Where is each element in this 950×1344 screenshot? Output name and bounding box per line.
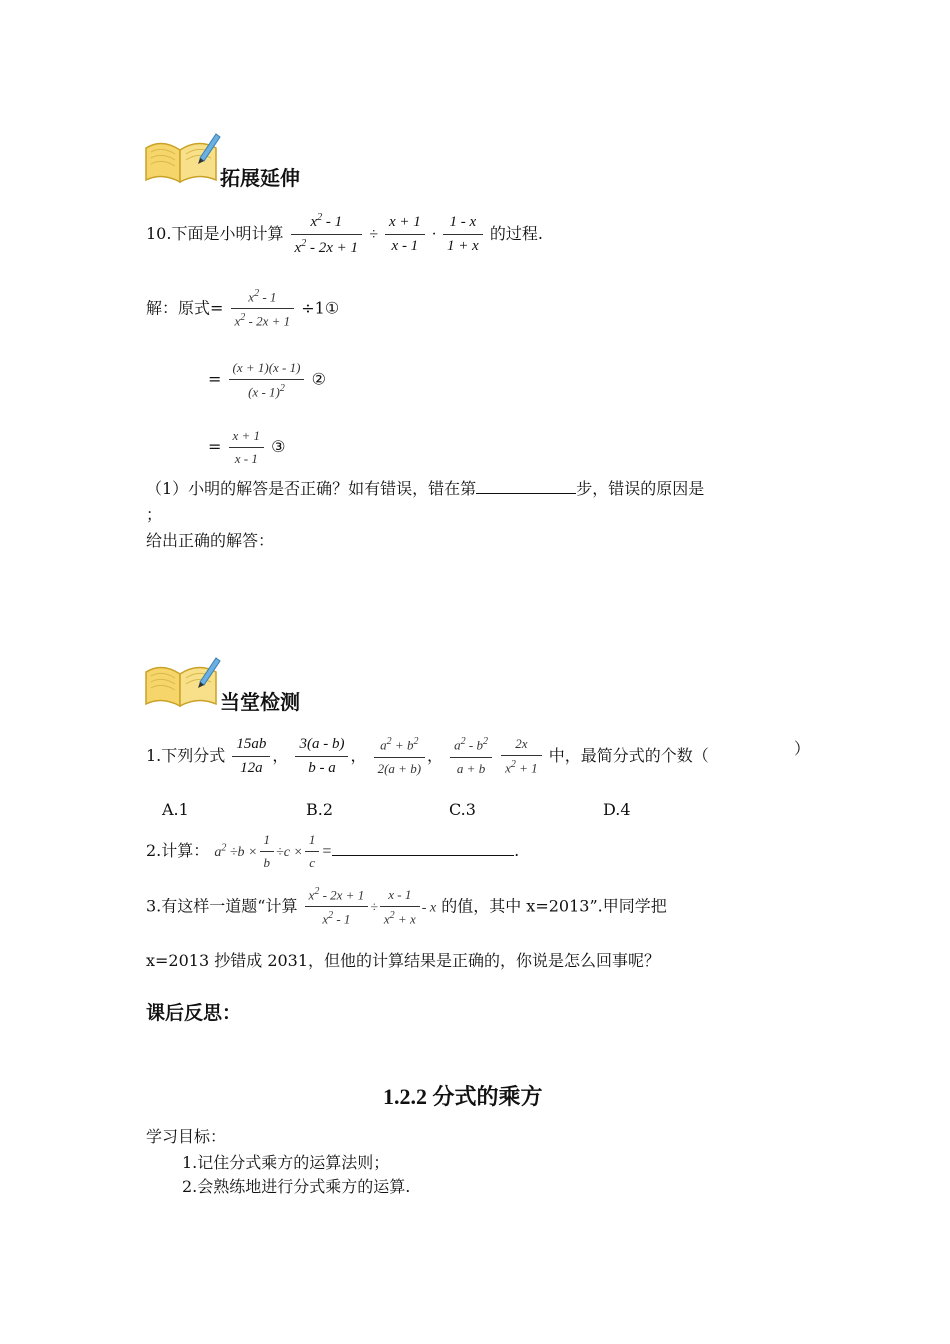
- reflection-heading: 课后反思：: [146, 1002, 242, 1024]
- q2-fraction-1: $\frac{1}{b}$: [260, 832, 275, 871]
- q10-prefix: 10.下面是小明计算: [146, 224, 284, 243]
- question-3-line-2: x=2013 抄错成 2031，但他的计算结果是正确的，你说是怎么回事呢？: [146, 951, 661, 970]
- solution-step-3: [208, 428, 285, 467]
- option-b[interactable]: B.2: [306, 800, 334, 819]
- goal-item-1: 1.记住分式乘方的运算法则；: [182, 1153, 390, 1172]
- q1-fraction-1: $\frac{15ab}{12a}$: [232, 736, 270, 777]
- solution-step-2: [208, 360, 326, 400]
- q2-prefix: 2.计算：: [146, 841, 210, 860]
- q1-prefix: 1.下列分式: [146, 746, 226, 765]
- step1-tail: ÷1①: [301, 298, 340, 318]
- goal-item-2: 2.会熟练地进行分式乘方的运算.: [182, 1177, 411, 1196]
- part-1-end: ；: [146, 505, 163, 524]
- solution-prefix: 解：原式=: [146, 298, 224, 318]
- question-3: 3.有这样一道题“计算 $\frac{x^2 - 2x + 1}{x^2 - 1}$ ÷ $\frac{x - 1}{x^2 + x}$ - x 的值，其中 x=2013”.甲同学把: [146, 886, 667, 927]
- part1-text-a: （1）小明的解答是否正确？如有错误，错在第: [146, 479, 477, 498]
- q1-suffix: 中，最简分式的个数（: [548, 746, 709, 765]
- equals-sign: =: [208, 369, 222, 389]
- step1-fraction: $\frac{x^2 - 1}{x^2 - 2x + 1}$: [231, 288, 295, 330]
- q1-close-paren: ）: [794, 739, 811, 758]
- q10-suffix: 的过程.: [489, 224, 543, 243]
- step2-mark: ②: [311, 369, 326, 389]
- question-1: [146, 736, 709, 777]
- q3-suffix: 的值，其中 x=2013”.甲同学把: [441, 896, 667, 916]
- lesson-title: 1.2.2 分式的乘方: [383, 1084, 543, 1109]
- q10-fraction-2: $\frac{x + 1}{x - 1}$: [385, 214, 425, 255]
- open-book-pen-icon: [142, 652, 222, 710]
- part1-text-b: 步，错误的原因是: [576, 479, 705, 498]
- q1-separator: ，: [427, 746, 444, 765]
- open-book-pen-icon: [142, 128, 222, 186]
- step2-fraction: $\frac{(x + 1)(x - 1)}{(x - 1)^2}$: [229, 360, 305, 400]
- step3-mark: ③: [271, 437, 286, 456]
- part-2-question: 给出正确的解答：: [146, 531, 275, 550]
- solution-step-1: [146, 288, 339, 330]
- q2-end: .: [514, 841, 520, 860]
- answer-blank-step[interactable]: [476, 493, 576, 494]
- q3-prefix: 3.有这样一道题“计算: [146, 896, 298, 916]
- part-1-question: [146, 476, 704, 499]
- step3-fraction: $\frac{x + 1}{x - 1}$: [229, 428, 265, 467]
- section-heading-extension: 拓展延伸: [220, 166, 300, 190]
- q10-fraction-3: $\frac{1 - x}{1 + x}$: [443, 214, 483, 255]
- q1-fraction-3: $\frac{a^2 + b^2}{2(a + b)}$: [374, 736, 425, 776]
- q1-separator: ，: [272, 746, 289, 765]
- option-d[interactable]: D.4: [603, 800, 631, 819]
- goals-label: 学习目标：: [146, 1127, 227, 1146]
- q1-separator: ，: [350, 746, 367, 765]
- q2-fraction-2: $\frac{1}{c}$: [305, 832, 320, 871]
- q3-fraction-2: $\frac{x - 1}{x^2 + x}$: [380, 887, 420, 927]
- question-10: 10.下面是小明计算 $\frac{x^2 - 1}{x^2 - 2x + 1}$ ÷ $\frac{x + 1}{x - 1}$ · $\frac{1 - x}{1 + x}$ 的过程.: [146, 212, 543, 256]
- option-c[interactable]: C.3: [449, 800, 476, 819]
- section-heading-classroom-check: 当堂检测: [220, 690, 300, 714]
- equals-sign: =: [208, 437, 222, 456]
- q1-fraction-5: $\frac{2x}{x^2 + 1}$: [501, 736, 542, 776]
- question-2: 2.计算： $a^2 \div b$ × $\frac{1}{b}$ ÷c × $\frac{1}{c}$ = .: [146, 832, 520, 870]
- option-a[interactable]: A.1: [162, 800, 189, 819]
- q3-fraction-1: $\frac{x^2 - 2x + 1}{x^2 - 1}$: [305, 886, 369, 928]
- q1-fraction-4: $\frac{a^2 - b^2}{a + b}$: [450, 736, 492, 776]
- q1-fraction-2: $\frac{3(a - b)}{b - a}$: [295, 736, 348, 777]
- answer-blank-q2[interactable]: [332, 855, 514, 856]
- q10-fraction-1: $\frac{x^2 - 1}{x^2 - 2x + 1}$: [291, 212, 362, 257]
